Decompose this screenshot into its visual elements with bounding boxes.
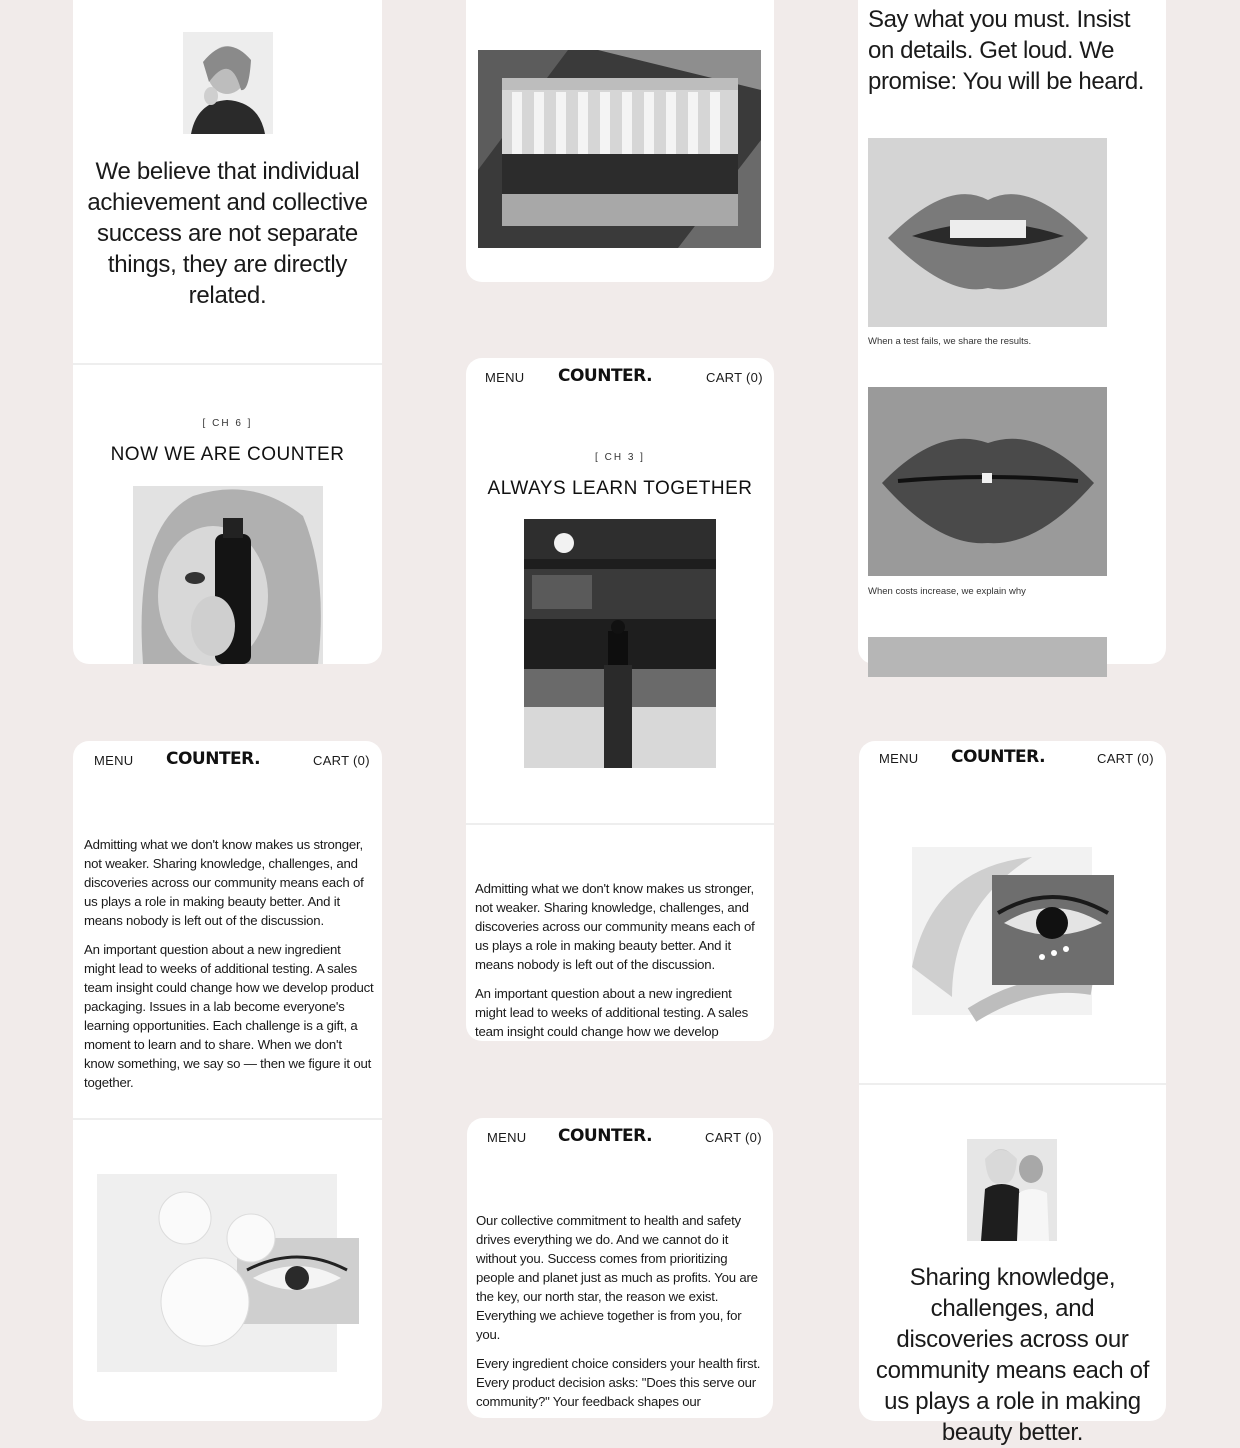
lips-photo-2: [868, 387, 1107, 576]
menu-button[interactable]: MENU: [94, 753, 134, 768]
top-nav: [859, 741, 1166, 781]
brand-logo[interactable]: COUNTER.: [558, 366, 653, 386]
mission-quote: We believe that individual achievement and collective success are not separate things, they are directly related.: [87, 158, 368, 309]
paragraph: Admitting what we don't know makes us stronger, not weaker. Sharing knowledge, challenges, and discoveries across our community means each of us plays a role in making beauty better. And it means nobody is left out of the discussion.: [475, 881, 755, 972]
woman-with-bottle-photo: [133, 486, 323, 664]
menu-button[interactable]: MENU: [879, 751, 919, 766]
card-always-learn-together: [466, 358, 774, 1041]
community-quote: Sharing knowledge, challenges, and discoveries across our community means each of us plays a role in making beauty better.: [875, 1264, 1150, 1446]
lips-photo-3: [868, 637, 1107, 677]
section-divider: [859, 1083, 1166, 1085]
paragraph: An important question about a new ingredient might lead to weeks of additional testing. A sales team insight could change how we develop product packaging. Issues in a lab become everyone's learning opportunities. Each challenge is a gift, a moment to learn and to share. When we don't know something, we say so — then we figure it out together.: [84, 942, 374, 1090]
learning-text: [84, 835, 374, 1102]
card-lincoln-group-photo: [466, 0, 774, 282]
top-nav: [466, 358, 774, 398]
section-divider: [73, 1118, 382, 1120]
cart-button[interactable]: CART (0): [705, 1130, 762, 1145]
top-nav: [467, 1118, 773, 1158]
menu-button[interactable]: MENU: [485, 370, 525, 385]
speaker-on-stage-photo: [524, 519, 716, 768]
friends-hug-photo: [967, 1139, 1057, 1241]
chapter-label: [ CH 6 ]: [202, 418, 253, 429]
paragraph: Admitting what we don't know makes us stronger, not weaker. Sharing knowledge, challenges, and discoveries across our community means each of us plays a role in making beauty better. And it means nobody is left out of the discussion.: [84, 837, 364, 928]
cart-button[interactable]: CART (0): [706, 370, 763, 385]
learn-together-text: [475, 879, 765, 1051]
health-safety-text: [476, 1211, 766, 1421]
cart-button[interactable]: CART (0): [1097, 751, 1154, 766]
chapter-label: [ CH 3 ]: [595, 452, 645, 463]
section-divider: [73, 363, 382, 365]
card-community-quote: [859, 741, 1166, 1446]
group-photo-frame: [478, 50, 761, 248]
paragraph: An important question about a new ingredient might lead to weeks of additional testing. A sales team insight could change how we develop: [475, 986, 748, 1039]
brand-logo[interactable]: COUNTER.: [558, 1126, 653, 1146]
brand-logo[interactable]: COUNTER.: [166, 749, 261, 769]
paragraph: Our collective commitment to health and safety drives everything we do. And we cannot do it without you. Success comes from prioritizing people and planet just as much as profits. You are the key, our north star, the reason we exist. Everything we achieve together is from you, for you.: [476, 1213, 758, 1342]
paragraph: Every ingredient choice considers your health first. Every product decision asks: "Does this serve our community?" Your feedback shapes our: [476, 1356, 761, 1409]
section-divider: [466, 823, 774, 825]
cart-button[interactable]: CART (0): [313, 753, 370, 768]
transparency-headline: Say what you must. Insist on details. Get loud. We promise: You will be heard.: [868, 6, 1145, 95]
caption-costs-increase: When costs increase, we explain why: [868, 586, 1026, 597]
brand-logo[interactable]: COUNTER.: [951, 747, 1046, 767]
card-learning-text: [73, 741, 382, 1421]
bubbles-eye-photo: [97, 1174, 359, 1372]
caption-test-fails: When a test fails, we share the results.: [868, 336, 1032, 347]
chapter-title: NOW WE ARE COUNTER: [110, 444, 345, 465]
top-nav: [73, 741, 382, 781]
card-transparency: [858, 0, 1166, 664]
chapter-title: ALWAYS LEARN TOGETHER: [487, 478, 753, 499]
founder-portrait-photo: [183, 32, 273, 134]
eye-cream-photo: [912, 847, 1114, 1015]
lips-photo-1: [868, 138, 1107, 327]
menu-button[interactable]: MENU: [487, 1130, 527, 1145]
card-health-safety: [467, 1118, 773, 1418]
card-mission-quote: [73, 0, 382, 664]
